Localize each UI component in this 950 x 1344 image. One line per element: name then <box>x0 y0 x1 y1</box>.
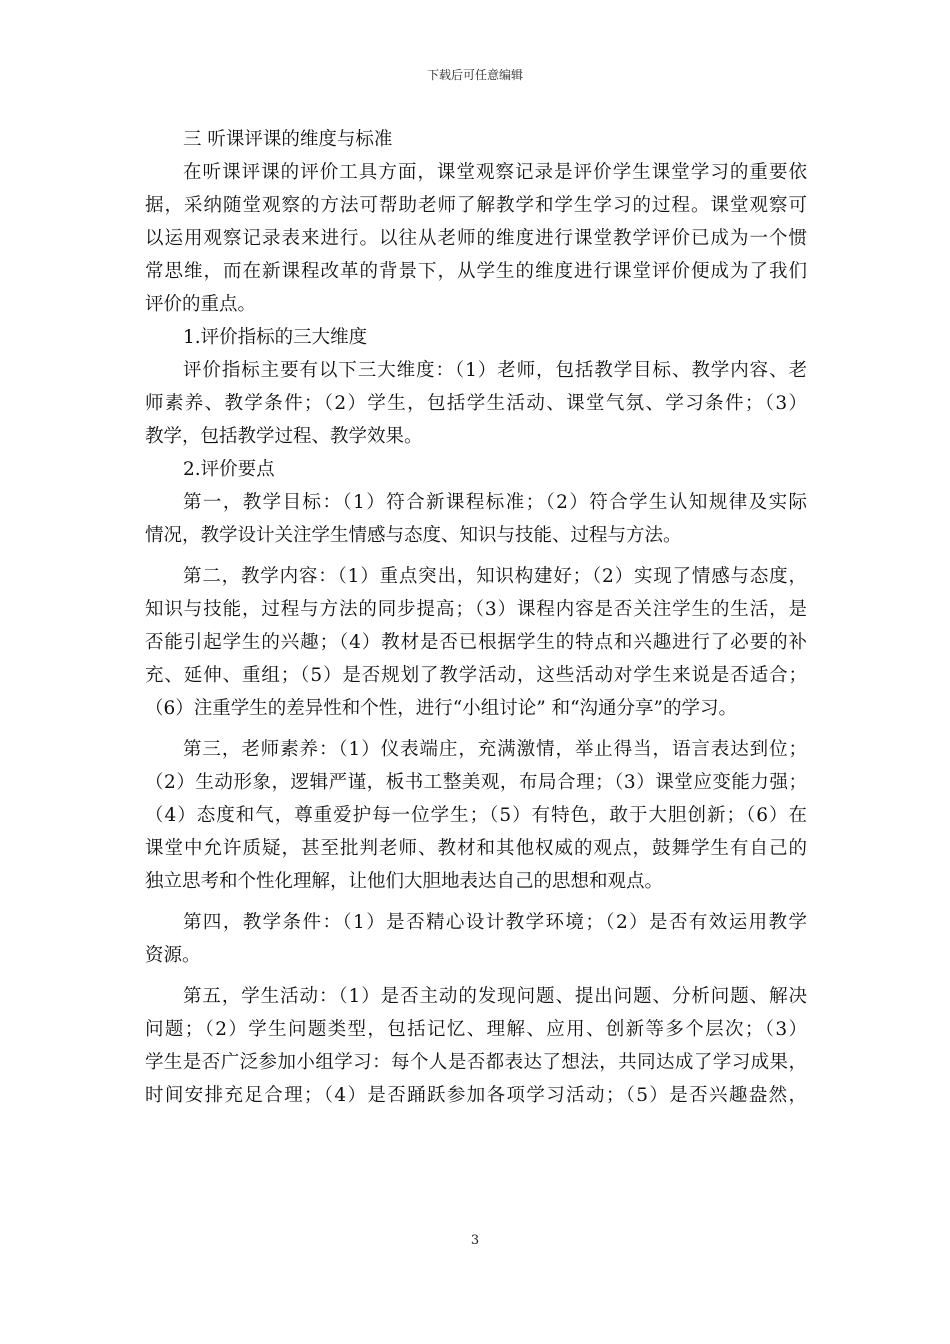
paragraph-line: （6）注重学生的差异性和个性，进行“小组讨论” 和“沟通分享”的学习。 <box>145 698 737 719</box>
paragraph-line: 时间安排充足合理；（4）是否踊跃参加各项学习活动；（5）是否兴趣盎然， <box>145 1085 807 1106</box>
paragraph-line: 充、延伸、重组；（5）是否规划了教学活动，这些活动对学生来说是否适合； <box>145 665 807 686</box>
paragraph-teaching-content <box>145 560 807 725</box>
subheading-dimensions: 1.评价指标的三大维度 <box>183 327 368 348</box>
paragraph-line: 否能引起学生的兴趣；（4）教材是否已根据学生的特点和兴趣进行了必要的补 <box>145 632 807 653</box>
paragraph-line: 在听课评课的评价工具方面，课堂观察记录是评价学生课堂学习的重要依 <box>183 162 807 183</box>
paragraph-line: 评价指标主要有以下三大维度：（1）老师，包括教学目标、教学内容、老 <box>183 360 807 381</box>
paragraph-line: 课堂中允许质疑，甚至批判老师、教材和其他权威的观点，鼓舞学生有自己的 <box>145 838 807 859</box>
paragraph-line: 师素养、教学条件；（2）学生，包括学生活动、课堂气氛、学习条件；（3） <box>145 393 807 414</box>
paragraph-line: 情况，教学设计关注学生情感与态度、知识与技能、过程与方法。 <box>145 525 682 546</box>
section-title: 三 听课评课的维度与标准 <box>183 129 393 150</box>
paragraph-student-activities <box>145 980 807 1112</box>
paragraph-line: 学生是否广泛参加小组学习：每个人是否都表达了想法，共同达成了学习成果， <box>145 1052 807 1073</box>
paragraph-evaluation-tools <box>145 156 807 321</box>
subheading-key-points: 2.评价要点 <box>183 459 275 480</box>
paragraph-line: 第五，学生活动：（1）是否主动的发现问题、提出问题、分析问题、解决 <box>183 986 807 1007</box>
paragraph-line: 以运用观察记录表来进行。以往从老师的维度进行课堂教学评价已成为一个惯 <box>145 228 807 249</box>
paragraph-teaching-goals <box>145 486 807 552</box>
paragraph-line: 问题；（2）学生问题类型，包括记忆、理解、应用、创新等多个层次；（3） <box>145 1019 807 1040</box>
document-body <box>145 123 807 1112</box>
paragraph-line: 教学，包括教学过程、教学效果。 <box>145 426 423 447</box>
paragraph-line: 独立思考和个性化理解，让他们大胆地表达自己的思想和观点。 <box>145 871 664 892</box>
paragraph-line: 知识与技能，过程与方法的同步提高；（3）课程内容是否关注学生的生活，是 <box>145 599 807 620</box>
paragraph-line: 资源。 <box>145 945 201 966</box>
paragraph-line: 评价的重点。 <box>145 294 257 315</box>
paragraph-line: （4）态度和气，尊重爱护每一位学生；（5）有特色，敢于大胆创新；（6）在 <box>145 805 807 826</box>
paragraph-line: 第一，教学目标：（1）符合新课程标准；（2）符合学生认知规律及实际 <box>183 492 807 513</box>
paragraph-line: 第四，教学条件：（1）是否精心设计教学环境；（2）是否有效运用教学 <box>183 912 807 933</box>
paragraph-line: 据，采纳随堂观察的方法可帮助老师了解教学和学生学习的过程。课堂观察可 <box>145 195 807 216</box>
paragraph-line: 第三，老师素养：（1）仪表端庄，充满激情，举止得当，语言表达到位； <box>183 739 807 760</box>
paragraph-teaching-conditions <box>145 906 807 972</box>
paragraph-line: 常思维，而在新课程改革的背景下，从学生的维度进行课堂评价便成为了我们 <box>145 261 807 282</box>
paragraph-dimensions <box>145 354 807 453</box>
paragraph-line: （2）生动形象，逻辑严谨，板书工整美观，布局合理；（3）课堂应变能力强； <box>145 772 807 793</box>
paragraph-line: 第二，教学内容：（1）重点突出，知识构建好；（2）实现了情感与态度， <box>183 566 807 587</box>
paragraph-teacher-quality <box>145 733 807 898</box>
page-number: 3 <box>470 1233 480 1248</box>
page-header: 下载后可任意编辑 <box>426 68 523 82</box>
